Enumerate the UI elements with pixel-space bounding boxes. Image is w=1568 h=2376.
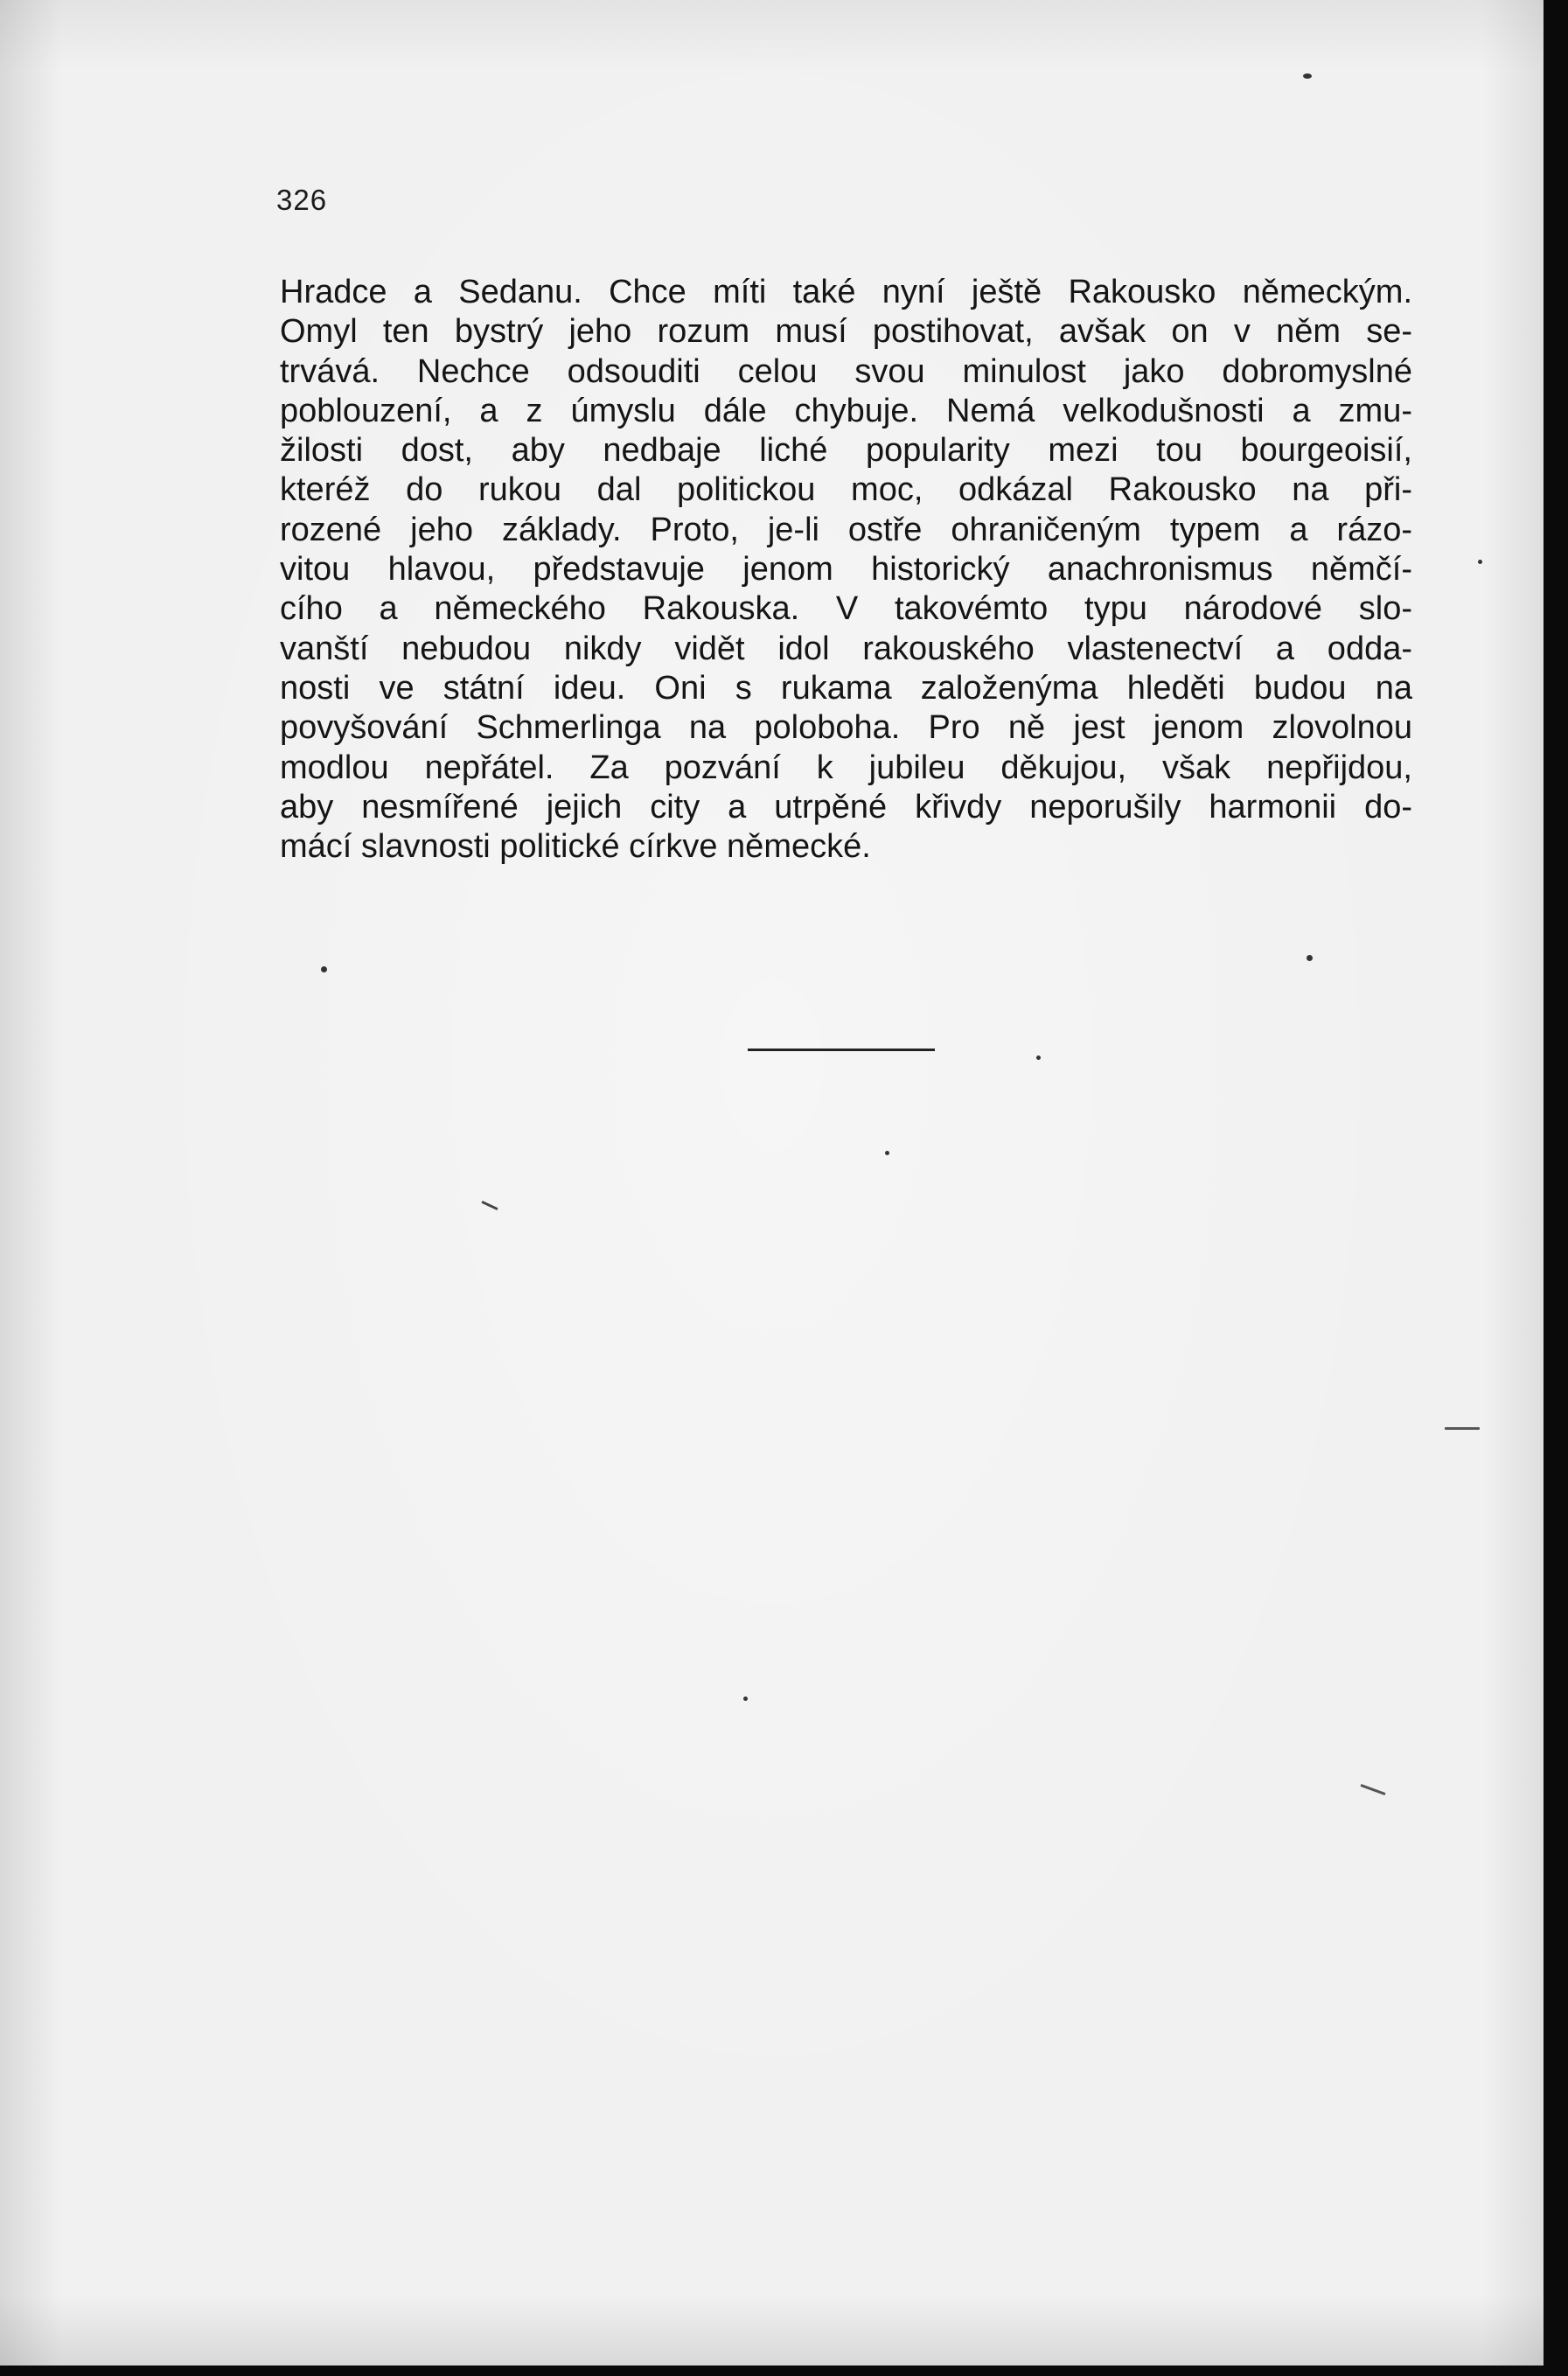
scan-speck xyxy=(481,1201,498,1210)
scan-speck xyxy=(1445,1427,1480,1430)
text-line: cího a německého Rakouska. V takovémto typu národové slo- xyxy=(280,590,1412,628)
scan-speck xyxy=(1360,1784,1385,1795)
scan-speck xyxy=(743,1697,748,1701)
text-line: vitou hlavou, představuje jenom historický anachronismus němčí- xyxy=(280,551,1412,589)
scan-edge-bottom xyxy=(0,2366,1568,2376)
scan-speck xyxy=(885,1151,889,1155)
scan-speck xyxy=(1307,955,1313,961)
text-line: trvává. Nechce odsouditi celou svou minulost jako dobromyslné xyxy=(280,352,1412,390)
scan-speck xyxy=(321,966,327,972)
text-line: mácí slavnosti politické církve německé. xyxy=(280,828,871,866)
text-line: Omyl ten bystrý jeho rozum musí postihovat, avšak on v něm se- xyxy=(280,313,1412,351)
scan-edge-right xyxy=(1544,0,1568,2376)
body-text xyxy=(280,273,1412,867)
text-line: poblouzení, a z úmyslu dále chybuje. Nemá velkodušnosti a zmu- xyxy=(280,392,1412,429)
text-line: nosti ve státní ideu. Oni s rukama založenýma hleděti budou na xyxy=(280,669,1412,707)
text-line: vanští nebudou nikdy vidět idol rakouského vlastenectví a odda- xyxy=(280,630,1412,667)
section-divider xyxy=(748,1049,935,1051)
text-line: povyšování Schmerlinga na poloboha. Pro ně jest jenom zlovolnou xyxy=(280,709,1412,747)
text-line: modlou nepřátel. Za pozvání k jubileu děkujou, však nepřijdou, xyxy=(280,749,1412,786)
text-line: rozené jeho základy. Proto, je-li ostře ohraničeným typem a rázo- xyxy=(280,511,1412,548)
text-line: Hradce a Sedanu. Chce míti také nyní ještě Rakousko německým. xyxy=(280,274,1412,310)
scan-speck xyxy=(1478,560,1482,564)
text-line: žilosti dost, aby nedbaje liché popularity mezi tou bourgeoisií, xyxy=(280,432,1412,470)
page-number: 326 xyxy=(276,184,328,216)
scan-speck xyxy=(1036,1056,1041,1060)
text-line: aby nesmířené jejich city a utrpěné křivdy neporušily harmonii do- xyxy=(280,788,1412,826)
scan-speck xyxy=(1303,73,1312,79)
text-line: kteréž do rukou dal politickou moc, odkázal Rakousko na při- xyxy=(280,471,1412,509)
